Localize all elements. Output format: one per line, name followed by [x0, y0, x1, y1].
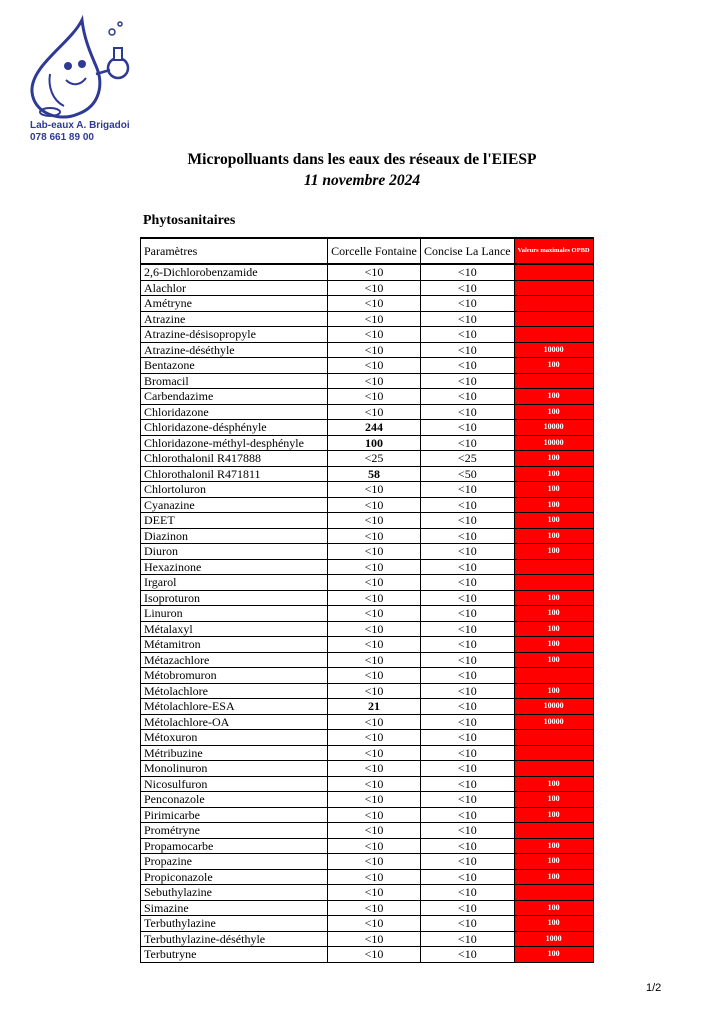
cell-concise: <10	[421, 683, 515, 699]
cell-corcelle: <10	[328, 869, 421, 885]
table-row	[141, 761, 594, 777]
table-row	[141, 823, 594, 839]
cell-concise: <25	[421, 451, 515, 467]
cell-valeur-max: 100	[514, 358, 593, 374]
cell-valeur-max: 100	[514, 466, 593, 482]
table-row	[141, 714, 594, 730]
cell-parametre: Métalaxyl	[141, 621, 328, 637]
cell-valeur-max: 100	[514, 838, 593, 854]
cell-concise: <10	[421, 497, 515, 513]
table-row	[141, 900, 594, 916]
cell-concise: <10	[421, 807, 515, 823]
cell-valeur-max: 100	[514, 606, 593, 622]
table-header-row	[141, 238, 594, 264]
cell-corcelle: <10	[328, 761, 421, 777]
cell-valeur-max	[514, 264, 593, 280]
cell-parametre: Terbuthylazine-déséthyle	[141, 931, 328, 947]
cell-valeur-max: 100	[514, 528, 593, 544]
cell-corcelle: <10	[328, 683, 421, 699]
cell-valeur-max: 10000	[514, 699, 593, 715]
table-row	[141, 482, 594, 498]
table-row	[141, 745, 594, 761]
table-row	[141, 699, 594, 715]
table-row	[141, 838, 594, 854]
header-parametres: Paramètres	[141, 238, 328, 264]
cell-parametre: Chloridazone	[141, 404, 328, 420]
cell-concise: <10	[421, 931, 515, 947]
cell-parametre: Pirimicarbe	[141, 807, 328, 823]
cell-corcelle: <10	[328, 668, 421, 684]
cell-concise: <10	[421, 947, 515, 963]
cell-valeur-max: 100	[514, 792, 593, 808]
header-valeurs-max: Valeurs maximales OPBD	[514, 238, 593, 264]
section-title: Phytosanitaires	[143, 213, 236, 228]
cell-corcelle: <10	[328, 590, 421, 606]
cell-valeur-max: 100	[514, 776, 593, 792]
cell-corcelle: <10	[328, 544, 421, 560]
table-row	[141, 327, 594, 343]
cell-corcelle: <10	[328, 358, 421, 374]
lab-name: Lab-eaux A. Brigadoi	[30, 120, 130, 131]
cell-corcelle: 58	[328, 466, 421, 482]
cell-concise: <10	[421, 699, 515, 715]
cell-concise: <10	[421, 900, 515, 916]
cell-valeur-max: 100	[514, 947, 593, 963]
table-row	[141, 466, 594, 482]
table-row	[141, 451, 594, 467]
table-row	[141, 435, 594, 451]
cell-parametre: Métolachlore-ESA	[141, 699, 328, 715]
cell-corcelle: <10	[328, 776, 421, 792]
cell-concise: <10	[421, 838, 515, 854]
table-body	[141, 264, 594, 962]
cell-concise: <10	[421, 389, 515, 405]
table-row	[141, 373, 594, 389]
cell-parametre: Bromacil	[141, 373, 328, 389]
cell-valeur-max	[514, 745, 593, 761]
cell-concise: <10	[421, 404, 515, 420]
lab-logo-mascot-icon	[20, 14, 140, 124]
cell-parametre: Métazachlore	[141, 652, 328, 668]
cell-valeur-max	[514, 296, 593, 312]
cell-corcelle: <25	[328, 451, 421, 467]
cell-parametre: DEET	[141, 513, 328, 529]
cell-parametre: Sebuthylazine	[141, 885, 328, 901]
cell-parametre: Bentazone	[141, 358, 328, 374]
cell-parametre: Simazine	[141, 900, 328, 916]
cell-concise: <10	[421, 792, 515, 808]
cell-concise: <10	[421, 668, 515, 684]
cell-parametre: Diuron	[141, 544, 328, 560]
cell-valeur-max: 100	[514, 497, 593, 513]
cell-corcelle: <10	[328, 637, 421, 653]
cell-corcelle: <10	[328, 931, 421, 947]
table-row	[141, 947, 594, 963]
cell-valeur-max: 100	[514, 621, 593, 637]
cell-parametre: 2,6-Dichlorobenzamide	[141, 264, 328, 280]
cell-concise: <10	[421, 606, 515, 622]
cell-valeur-max	[514, 327, 593, 343]
cell-concise: <10	[421, 745, 515, 761]
cell-corcelle: <10	[328, 900, 421, 916]
cell-concise: <10	[421, 327, 515, 343]
cell-concise: <10	[421, 590, 515, 606]
cell-concise: <10	[421, 637, 515, 653]
cell-corcelle: <10	[328, 838, 421, 854]
cell-corcelle: <10	[328, 575, 421, 591]
cell-parametre: Métolachlore-OA	[141, 714, 328, 730]
cell-corcelle: <10	[328, 652, 421, 668]
cell-valeur-max: 100	[514, 854, 593, 870]
cell-valeur-max: 100	[514, 652, 593, 668]
cell-parametre: Chloridazone-désphényle	[141, 420, 328, 436]
cell-concise: <10	[421, 885, 515, 901]
cell-parametre: Propiconazole	[141, 869, 328, 885]
cell-corcelle: <10	[328, 714, 421, 730]
cell-valeur-max: 100	[514, 544, 593, 560]
cell-concise: <10	[421, 528, 515, 544]
cell-concise: <10	[421, 264, 515, 280]
cell-parametre: Chlortoluron	[141, 482, 328, 498]
cell-corcelle: 21	[328, 699, 421, 715]
cell-valeur-max	[514, 559, 593, 575]
table-row	[141, 559, 594, 575]
cell-parametre: Irgarol	[141, 575, 328, 591]
table-row	[141, 637, 594, 653]
cell-valeur-max: 100	[514, 513, 593, 529]
cell-parametre: Chlorothalonil R471811	[141, 466, 328, 482]
cell-parametre: Propazine	[141, 854, 328, 870]
table-row	[141, 264, 594, 280]
cell-parametre: Linuron	[141, 606, 328, 622]
cell-parametre: Métoxuron	[141, 730, 328, 746]
cell-corcelle: <10	[328, 730, 421, 746]
cell-parametre: Métolachlore	[141, 683, 328, 699]
cell-concise: <10	[421, 420, 515, 436]
cell-valeur-max: 10000	[514, 435, 593, 451]
document-title: Micropolluants dans les eaux des réseaux de l'EIESP	[187, 151, 537, 168]
cell-concise: <10	[421, 296, 515, 312]
table-row	[141, 792, 594, 808]
cell-concise: <10	[421, 854, 515, 870]
cell-concise: <10	[421, 776, 515, 792]
table-row	[141, 668, 594, 684]
cell-concise: <10	[421, 482, 515, 498]
cell-parametre: Terbuthylazine	[141, 916, 328, 932]
table-row	[141, 606, 594, 622]
cell-valeur-max: 100	[514, 590, 593, 606]
cell-corcelle: <10	[328, 823, 421, 839]
cell-corcelle: <10	[328, 792, 421, 808]
cell-valeur-max: 100	[514, 404, 593, 420]
cell-corcelle: <10	[328, 513, 421, 529]
cell-parametre: Carbendazime	[141, 389, 328, 405]
table-row	[141, 776, 594, 792]
cell-corcelle: <10	[328, 327, 421, 343]
cell-concise: <10	[421, 544, 515, 560]
lab-phone: 078 661 89 00	[30, 132, 94, 143]
cell-concise: <10	[421, 513, 515, 529]
cell-valeur-max	[514, 373, 593, 389]
document-date: 11 novembre 2024	[303, 172, 421, 189]
cell-corcelle: <10	[328, 482, 421, 498]
cell-valeur-max: 100	[514, 900, 593, 916]
cell-concise: <10	[421, 823, 515, 839]
cell-concise: <10	[421, 358, 515, 374]
cell-corcelle: <10	[328, 311, 421, 327]
cell-parametre: Alachlor	[141, 280, 328, 296]
cell-valeur-max	[514, 730, 593, 746]
table-row	[141, 358, 594, 374]
table-row	[141, 389, 594, 405]
table-row	[141, 404, 594, 420]
table-row	[141, 730, 594, 746]
cell-corcelle: <10	[328, 296, 421, 312]
cell-valeur-max: 100	[514, 451, 593, 467]
cell-parametre: Atrazine-déséthyle	[141, 342, 328, 358]
cell-valeur-max: 100	[514, 637, 593, 653]
cell-parametre: Métobromuron	[141, 668, 328, 684]
cell-valeur-max	[514, 761, 593, 777]
cell-parametre: Chloridazone-méthyl-desphényle	[141, 435, 328, 451]
cell-valeur-max: 1000	[514, 931, 593, 947]
cell-concise: <10	[421, 280, 515, 296]
cell-concise: <10	[421, 869, 515, 885]
cell-corcelle: 100	[328, 435, 421, 451]
lab-contact	[30, 120, 130, 144]
cell-parametre: Atrazine	[141, 311, 328, 327]
cell-corcelle: <10	[328, 807, 421, 823]
table-row	[141, 869, 594, 885]
cell-valeur-max: 100	[514, 683, 593, 699]
cell-corcelle: <10	[328, 342, 421, 358]
cell-corcelle: <10	[328, 404, 421, 420]
cell-concise: <10	[421, 559, 515, 575]
cell-concise: <10	[421, 730, 515, 746]
cell-parametre: Isoproturon	[141, 590, 328, 606]
table-row	[141, 683, 594, 699]
cell-valeur-max: 100	[514, 389, 593, 405]
table-row	[141, 296, 594, 312]
header-concise: Concise La Lance	[421, 238, 515, 264]
cell-valeur-max: 100	[514, 916, 593, 932]
table-row	[141, 311, 594, 327]
cell-parametre: Monolinuron	[141, 761, 328, 777]
table-row	[141, 652, 594, 668]
cell-corcelle: <10	[328, 280, 421, 296]
table-row	[141, 854, 594, 870]
cell-parametre: Prométryne	[141, 823, 328, 839]
cell-valeur-max: 10000	[514, 420, 593, 436]
cell-concise: <50	[421, 466, 515, 482]
cell-valeur-max: 100	[514, 482, 593, 498]
cell-valeur-max	[514, 885, 593, 901]
cell-corcelle: <10	[328, 559, 421, 575]
table-row	[141, 420, 594, 436]
table-row	[141, 590, 594, 606]
table-row	[141, 528, 594, 544]
cell-parametre: Métamitron	[141, 637, 328, 653]
cell-valeur-max	[514, 280, 593, 296]
cell-parametre: Terbutryne	[141, 947, 328, 963]
cell-parametre: Nicosulfuron	[141, 776, 328, 792]
table-row	[141, 342, 594, 358]
cell-valeur-max	[514, 668, 593, 684]
cell-parametre: Métribuzine	[141, 745, 328, 761]
cell-corcelle: 244	[328, 420, 421, 436]
cell-concise: <10	[421, 342, 515, 358]
cell-corcelle: <10	[328, 885, 421, 901]
cell-concise: <10	[421, 435, 515, 451]
cell-corcelle: <10	[328, 854, 421, 870]
results-table	[140, 237, 594, 963]
cell-concise: <10	[421, 761, 515, 777]
table-row	[141, 575, 594, 591]
table-row	[141, 497, 594, 513]
cell-valeur-max	[514, 311, 593, 327]
cell-corcelle: <10	[328, 528, 421, 544]
cell-concise: <10	[421, 916, 515, 932]
cell-parametre: Penconazole	[141, 792, 328, 808]
header-corcelle: Corcelle Fontaine	[328, 238, 421, 264]
cell-corcelle: <10	[328, 389, 421, 405]
cell-concise: <10	[421, 714, 515, 730]
table-row	[141, 916, 594, 932]
cell-corcelle: <10	[328, 621, 421, 637]
cell-parametre: Amétryne	[141, 296, 328, 312]
table-row	[141, 885, 594, 901]
cell-valeur-max: 10000	[514, 714, 593, 730]
cell-concise: <10	[421, 652, 515, 668]
table-row	[141, 513, 594, 529]
cell-concise: <10	[421, 373, 515, 389]
cell-corcelle: <10	[328, 606, 421, 622]
cell-corcelle: <10	[328, 745, 421, 761]
cell-corcelle: <10	[328, 264, 421, 280]
cell-valeur-max: 100	[514, 807, 593, 823]
cell-concise: <10	[421, 621, 515, 637]
table-row	[141, 931, 594, 947]
cell-parametre: Chlorothalonil R417888	[141, 451, 328, 467]
cell-valeur-max: 100	[514, 869, 593, 885]
table-row	[141, 621, 594, 637]
cell-concise: <10	[421, 311, 515, 327]
cell-concise: <10	[421, 575, 515, 591]
cell-valeur-max: 10000	[514, 342, 593, 358]
cell-parametre: Propamocarbe	[141, 838, 328, 854]
table-row	[141, 280, 594, 296]
cell-valeur-max	[514, 823, 593, 839]
cell-parametre: Hexazinone	[141, 559, 328, 575]
cell-corcelle: <10	[328, 947, 421, 963]
table-row	[141, 807, 594, 823]
cell-valeur-max	[514, 575, 593, 591]
table-row	[141, 544, 594, 560]
page-number: 1/2	[646, 982, 662, 994]
cell-parametre: Diazinon	[141, 528, 328, 544]
cell-parametre: Cyanazine	[141, 497, 328, 513]
cell-corcelle: <10	[328, 373, 421, 389]
cell-parametre: Atrazine-désisopropyle	[141, 327, 328, 343]
cell-corcelle: <10	[328, 916, 421, 932]
cell-corcelle: <10	[328, 497, 421, 513]
